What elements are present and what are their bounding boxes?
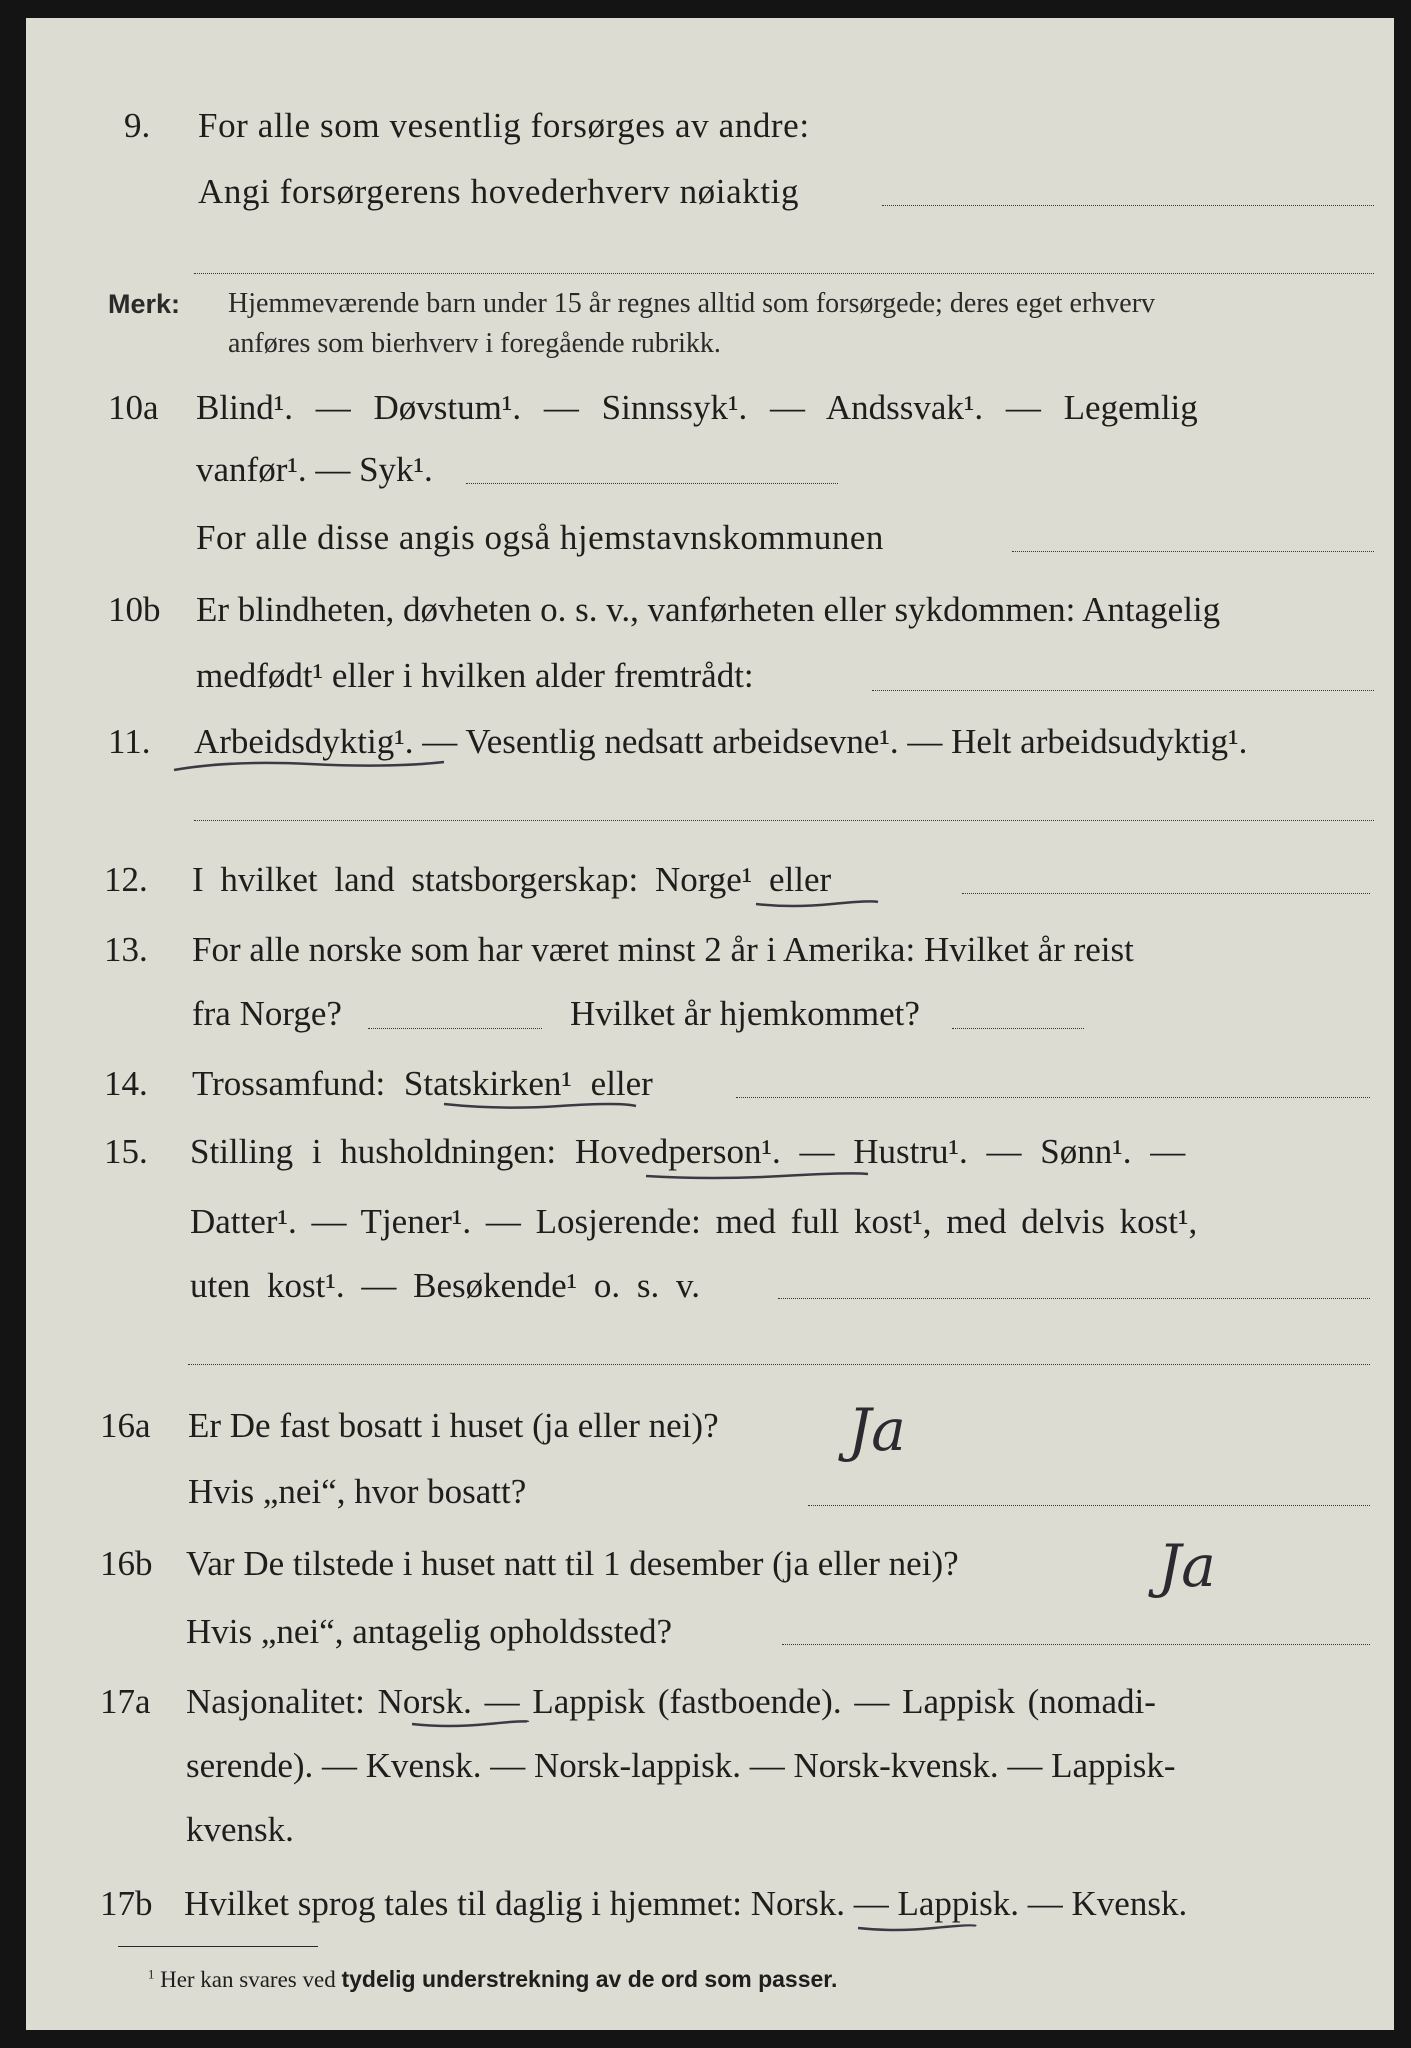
q12-line-1: I hvilket land statsborgerskap: Norge¹ eller <box>192 860 832 899</box>
q17a-underline-mark <box>408 1712 532 1734</box>
q15-number: 15. <box>104 1132 148 1171</box>
footnote-text-b: tydelig understrekning av de ord som passer. <box>341 1966 838 1992</box>
q16a-handwritten-answer: Ja <box>848 1396 906 1464</box>
q13-number: 13. <box>104 930 148 969</box>
q9-number: 9. <box>124 106 151 145</box>
q15-answer-field-2[interactable] <box>188 1364 1370 1365</box>
q17a-line-2: serende). — Kvensk. — Norsk-lappisk. — Norsk-kvensk. — Lappisk- <box>186 1746 1176 1785</box>
q15-line-1: Stilling i husholdningen: Hovedperson¹. — Hustru¹. — Sønn¹. — <box>190 1132 1186 1171</box>
q10a-answer-field[interactable] <box>466 483 838 484</box>
merk-line-1: Hjemmeværende barn under 15 år regnes alltid som forsørgede; deres eget erhverv <box>228 288 1156 319</box>
q15-underline-mark <box>642 1164 872 1186</box>
q17a-line-3: kvensk. <box>186 1810 294 1849</box>
q16b-number: 16b <box>100 1544 153 1583</box>
q10a-line-2: vanfør¹. — Syk¹. <box>196 450 433 489</box>
q11-underline-mark <box>170 752 450 776</box>
q10b-number: 10b <box>108 590 161 629</box>
q17b-number: 17b <box>100 1884 153 1923</box>
merk-line-2: anføres som bierhverv i foregående rubrikk. <box>228 328 721 359</box>
q16b-line-2: Hvis „nei“, antagelig opholdssted? <box>186 1612 672 1651</box>
q16b-whereabouts-field[interactable] <box>782 1644 1370 1645</box>
q11-line-1: Arbeidsdyktig¹. — Vesentlig nedsatt arbeidsevne¹. — Helt arbeidsudyktig¹. <box>194 722 1248 761</box>
q14-answer-field[interactable] <box>736 1097 1370 1098</box>
q17b-line-1: Hvilket sprog tales til daglig i hjemmet: Norsk. — Lappisk. — Kvensk. <box>184 1884 1188 1923</box>
q14-line-1: Trossamfund: Statskirken¹ eller <box>192 1064 653 1103</box>
q14-number: 14. <box>104 1064 148 1103</box>
q13-left-year-field[interactable] <box>368 1028 542 1029</box>
q16b-handwritten-answer: Ja <box>1158 1532 1216 1600</box>
q15-line-3: uten kost¹. — Besøkende¹ o. s. v. <box>190 1266 701 1305</box>
q17a-number: 17a <box>100 1682 151 1721</box>
q16a-residence-field[interactable] <box>808 1505 1370 1506</box>
q10b-line-2: medfødt¹ eller i hvilken alder fremtrådt: <box>196 656 754 695</box>
q9-answer-field[interactable] <box>882 205 1374 206</box>
footnote-rule <box>118 1946 318 1947</box>
merk-label: Merk: <box>108 289 181 319</box>
q10a-number: 10a <box>108 388 159 427</box>
q11-answer-field[interactable] <box>194 820 1374 821</box>
footnote-text-a: Her kan svares ved <box>160 1967 336 1992</box>
q16a-line-1: Er De fast bosatt i huset (ja eller nei)? <box>188 1406 719 1445</box>
q12-answer-field[interactable] <box>962 893 1370 894</box>
q13-return-year-field[interactable] <box>952 1028 1084 1029</box>
q16a-line-2: Hvis „nei“, hvor bosatt? <box>188 1472 527 1511</box>
q12-underline-mark <box>752 892 882 914</box>
footnote <box>148 1966 837 1993</box>
q13-line-2b: Hvilket år hjemkommet? <box>570 994 920 1033</box>
q10a-line-1: Blind¹. — Døvstum¹. — Sinnssyk¹. — Andssvak¹. — Legemlig <box>196 388 1198 427</box>
q16b-line-1: Var De tilstede i huset natt til 1 desember (ja eller nei)? <box>186 1544 959 1583</box>
q16a-number: 16a <box>100 1406 151 1445</box>
q10a-hometown-field[interactable] <box>1012 551 1374 552</box>
q9-answer-field-2[interactable] <box>194 273 1374 274</box>
q10b-answer-field[interactable] <box>872 690 1374 691</box>
q11-number: 11. <box>108 722 151 761</box>
q10b-line-1: Er blindheten, døvheten o. s. v., vanførheten eller sykdommen: Antagelig <box>196 590 1221 629</box>
q9-line-2: Angi forsørgerens hovederhverv nøiaktig <box>198 172 800 211</box>
q15-answer-field[interactable] <box>778 1298 1370 1299</box>
q15-line-2: Datter¹. — Tjener¹. — Losjerende: med full kost¹, med delvis kost¹, <box>190 1202 1198 1241</box>
q10a-line-3: For alle disse angis også hjemstavnskommunen <box>196 518 884 557</box>
q17b-underline-mark <box>854 1916 980 1938</box>
q9-line-1: For alle som vesentlig forsørges av andre: <box>198 106 810 145</box>
q13-line-1: For alle norske som har været minst 2 år i Amerika: Hvilket år reist <box>192 930 1134 969</box>
q14-underline-mark <box>440 1094 640 1116</box>
q17a-line-1: Nasjonalitet: Norsk. — Lappisk (fastboende). — Lappisk (nomadi- <box>186 1682 1156 1721</box>
footnote-mark: 1 <box>148 1967 155 1982</box>
q12-number: 12. <box>104 860 148 899</box>
q13-line-2a: fra Norge? <box>192 994 342 1033</box>
